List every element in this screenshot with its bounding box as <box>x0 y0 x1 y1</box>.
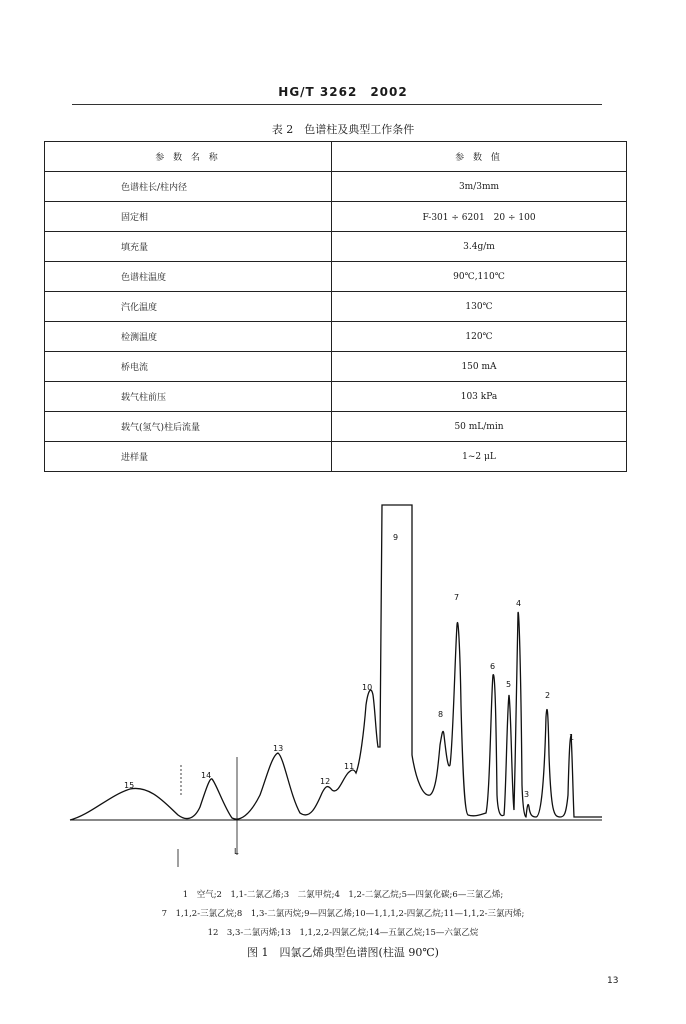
marker-label: L <box>234 847 239 856</box>
peak-label: 6 <box>490 662 496 671</box>
row-value: 130℃ <box>332 292 627 322</box>
header-parameter-name: 参 数 名 称 <box>45 142 332 172</box>
figure-caption: 图 1 四氯乙烯典型色谱图(柱温 90℃) <box>247 946 439 959</box>
table-header-row <box>45 142 627 172</box>
row-name: 固定相 <box>45 202 332 232</box>
table-row <box>45 292 627 322</box>
row-name: 载气柱前压 <box>45 382 332 412</box>
table-row <box>45 442 627 472</box>
peak-label: 15 <box>124 781 135 790</box>
peak-label: 11 <box>344 762 355 771</box>
header-rule <box>72 104 602 105</box>
peak-label: 13 <box>273 744 284 753</box>
table-row <box>45 172 627 202</box>
peak-label: 12 <box>320 777 331 786</box>
table-row <box>45 202 627 232</box>
peak-label: 5 <box>506 680 512 689</box>
figure-legend-line-2: 7 1,1,2-三氯乙烷;8 1,3-二氯丙烷;9—四氯乙烯;10—1,1,1,2-四氯乙烷;11—1,1,2-三氯丙烯; <box>161 909 525 919</box>
row-value: 150 mA <box>332 352 627 382</box>
peak-label: 1 <box>569 733 575 742</box>
peak-label: 2 <box>545 691 551 700</box>
peak-label: 9 <box>393 533 399 542</box>
row-value: 120℃ <box>332 322 627 352</box>
row-name: 桥电流 <box>45 352 332 382</box>
peak-label: 10 <box>362 683 373 692</box>
peak-label: 7 <box>454 593 460 602</box>
figure-legend-line-3: 12 3,3-二氯丙烯;13 1,1,2,2-四氯乙烷;14—五氯乙烷;15—六氯乙烷 <box>207 928 479 938</box>
row-name: 色谱柱长/柱内径 <box>45 172 332 202</box>
row-value: 1~2 μL <box>332 442 627 472</box>
row-name: 检测温度 <box>45 322 332 352</box>
figure-legend-line-1: 1 空气;2 1,1-二氯乙烯;3 二氯甲烷;4 1,2-二氯乙烷;5—四氯化碳;6—三氯乙烯; <box>182 890 504 900</box>
table-row <box>45 382 627 412</box>
table-row <box>45 232 627 262</box>
table-row <box>45 262 627 292</box>
row-value: 3m/3mm <box>332 172 627 202</box>
chromatogram-trace <box>70 505 602 820</box>
page-number: 13 <box>607 976 619 986</box>
header-parameter-value: 参 数 值 <box>332 142 627 172</box>
table-row <box>45 352 627 382</box>
standard-code: HG/T 3262 2002 <box>278 85 408 99</box>
chromatogram-figure <box>60 495 610 875</box>
row-name: 填充量 <box>45 232 332 262</box>
row-name: 载气(氢气)柱后流量 <box>45 412 332 442</box>
row-value: 3.4g/m <box>332 232 627 262</box>
peak-label: 3 <box>524 790 530 799</box>
row-value: 50 mL/min <box>332 412 627 442</box>
row-value: F-301 ÷ 6201 20 ÷ 100 <box>332 202 627 232</box>
parameters-table <box>44 141 627 472</box>
peak-label: 4 <box>516 599 522 608</box>
row-name: 汽化温度 <box>45 292 332 322</box>
table-row <box>45 412 627 442</box>
peak-label: 14 <box>201 771 212 780</box>
row-value: 90℃,110℃ <box>332 262 627 292</box>
row-name: 色谱柱温度 <box>45 262 332 292</box>
peak-label: 8 <box>438 710 444 719</box>
table-row <box>45 322 627 352</box>
row-value: 103 kPa <box>332 382 627 412</box>
table-caption: 表 2 色谱柱及典型工作条件 <box>271 123 415 136</box>
row-name: 进样量 <box>45 442 332 472</box>
